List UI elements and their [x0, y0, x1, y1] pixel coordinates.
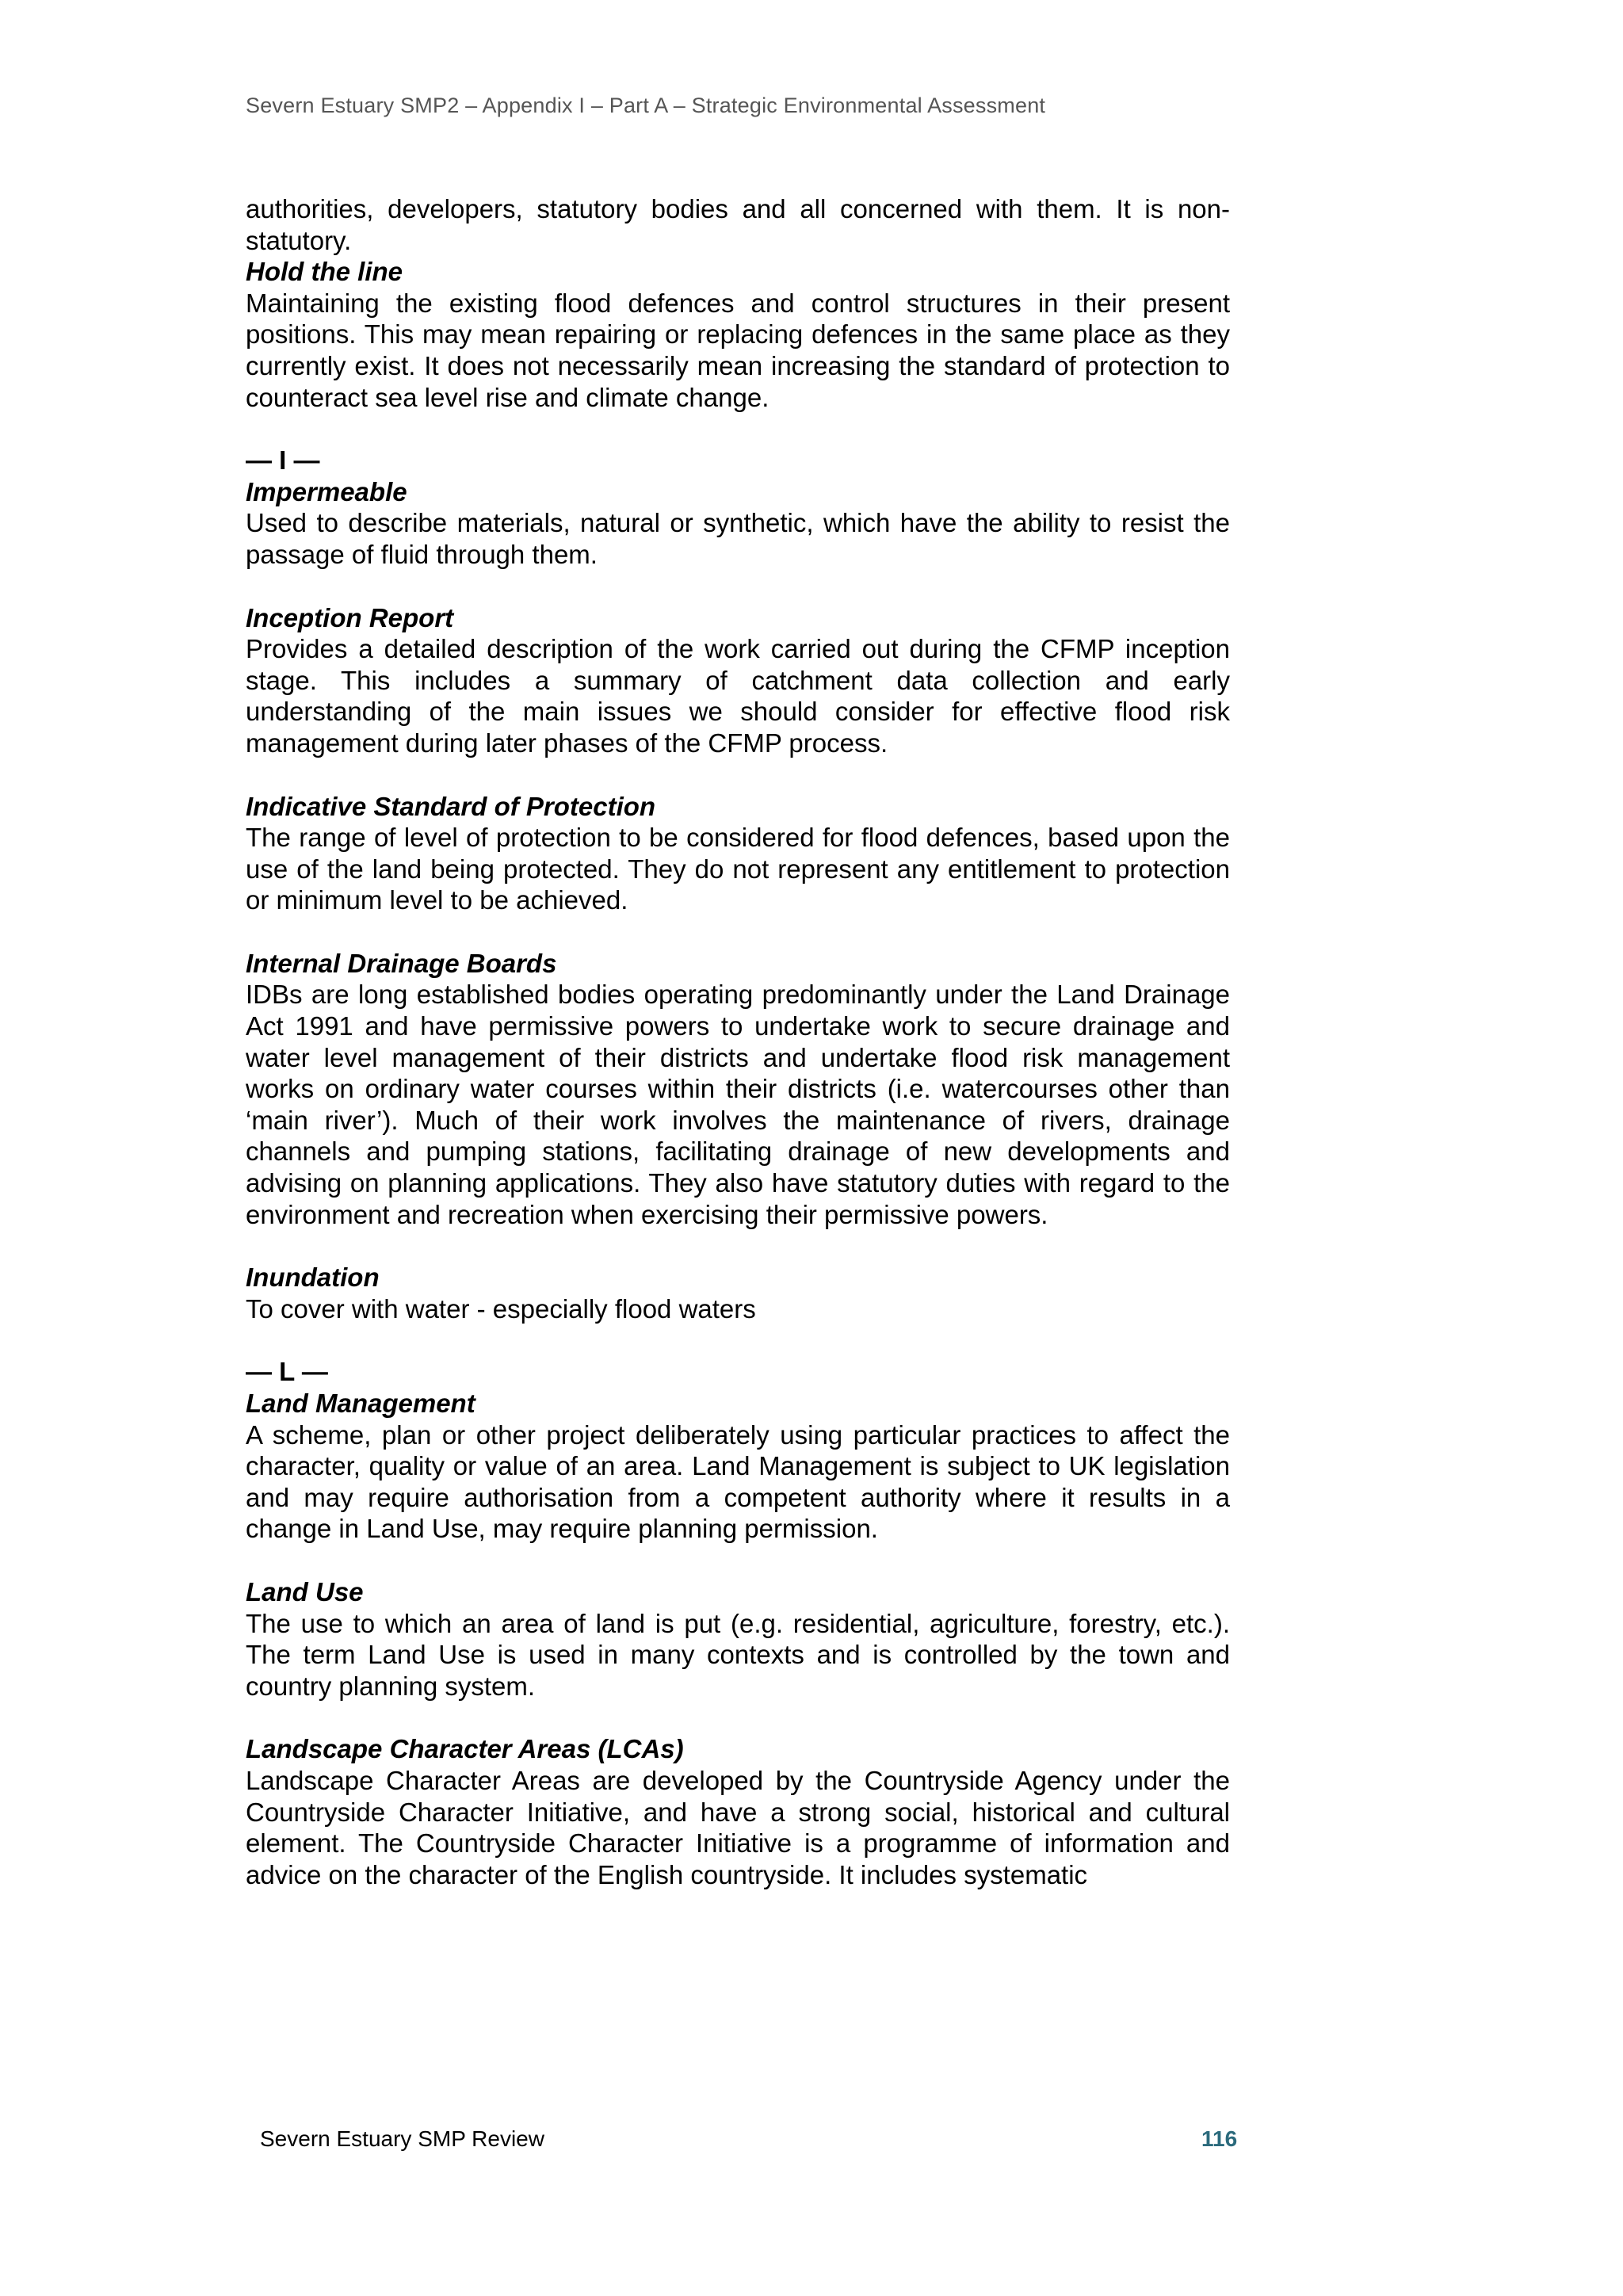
intro-paragraph: authorities, developers, statutory bodies and all concerned with them. It is non-statutory.	[246, 194, 1230, 255]
glossary-term: Inundation	[246, 1263, 380, 1293]
glossary-definition: IDBs are long established bodies operating predominantly under the Land Drainage Act 1991 and have permissive powers to undertake work to secure drainage and water level management of their districts and undertake flood risk management works on ordinary water courses within their districts (i.e. watercourses other than ‘main river’). Much of their work involves the maintenance of rivers, drainage channels and pumping stations, facilitating drainage of new developments and advising on planning applications. They also have statutory duties with regard to the environment and recreation when exercising their permissive powers.	[246, 980, 1230, 1229]
glossary-entry-inception-report	[246, 602, 1230, 759]
glossary-term: Land Use	[246, 1576, 364, 1606]
glossary-entry-inundation	[246, 1262, 1230, 1324]
glossary-entry-land-management	[246, 1388, 1230, 1545]
glossary-entry-land-use	[246, 1576, 1230, 1702]
glossary-entry-internal-drainage-boards	[246, 948, 1230, 1230]
glossary-term: Landscape Character Areas (LCAs)	[246, 1734, 684, 1764]
footer-document-title: Severn Estuary SMP Review	[260, 2126, 544, 2151]
glossary-term: Impermeable	[246, 476, 407, 506]
glossary-definition: To cover with water - especially flood waters	[246, 1293, 756, 1324]
glossary-definition: Used to describe materials, natural or synthetic, which have the ability to resist the passage of fluid through them.	[246, 508, 1230, 569]
glossary-entry-landscape-character-areas	[246, 1733, 1230, 1890]
glossary-definition: Maintaining the existing flood defences and control structures in their present positions. This may mean repairing or replacing defences in the same place as they currently exist. It does not necessarily mean increasing the standard of protection to counteract sea level rise and climate change.	[246, 288, 1230, 412]
glossary-term: Indicative Standard of Protection	[246, 791, 656, 821]
glossary-definition: Landscape Character Areas are developed by the Countryside Agency under the Countryside Character Initiative, and have a strong social, historical and cultural element. The Countryside Character Initiative is a programme of information and advice on the character of the English countryside. It includes systematic	[246, 1765, 1230, 1889]
glossary-term: Inception Report	[246, 602, 454, 632]
letter-divider-i: — I —	[246, 445, 320, 476]
page-number: 116	[1201, 2126, 1238, 2151]
glossary-term: Hold the line	[246, 257, 403, 287]
glossary-definition: The range of level of protection to be considered for flood defences, based upon the use of the land being protected. They do not represent any entitlement to protection or minimum level to be achieved.	[246, 823, 1230, 915]
glossary-entry-indicative-standard-of-protection	[246, 791, 1230, 916]
glossary-definition: A scheme, plan or other project deliberately using particular practices to affect the character, quality or value of an area. Land Management is subject to UK legislation and may require authorisation from a competent authority where it results in a change in Land Use, may require planning permission.	[246, 1419, 1230, 1544]
glossary-definition: Provides a detailed description of the work carried out during the CFMP inception stage. This includes a summary of catchment data collection and early understanding of the main issues we should consider for effective flood risk management during later phases of the CFMP process.	[246, 634, 1230, 758]
glossary-term: Land Management	[246, 1389, 475, 1418]
glossary-term: Internal Drainage Boards	[246, 948, 557, 978]
page-header: Severn Estuary SMP2 – Appendix I – Part A – Strategic Environmental Assessment	[246, 94, 1046, 117]
glossary-entry-hold-the-line	[246, 256, 1230, 413]
glossary-entry-impermeable	[246, 476, 1230, 571]
glossary-content	[246, 193, 1230, 1922]
glossary-definition: The use to which an area of land is put (e.g. residential, agriculture, forestry, etc.). The term Land Use is used in many contexts and is controlled by the town and country planning system.	[246, 1608, 1230, 1701]
letter-divider-l: — L —	[246, 1357, 328, 1387]
